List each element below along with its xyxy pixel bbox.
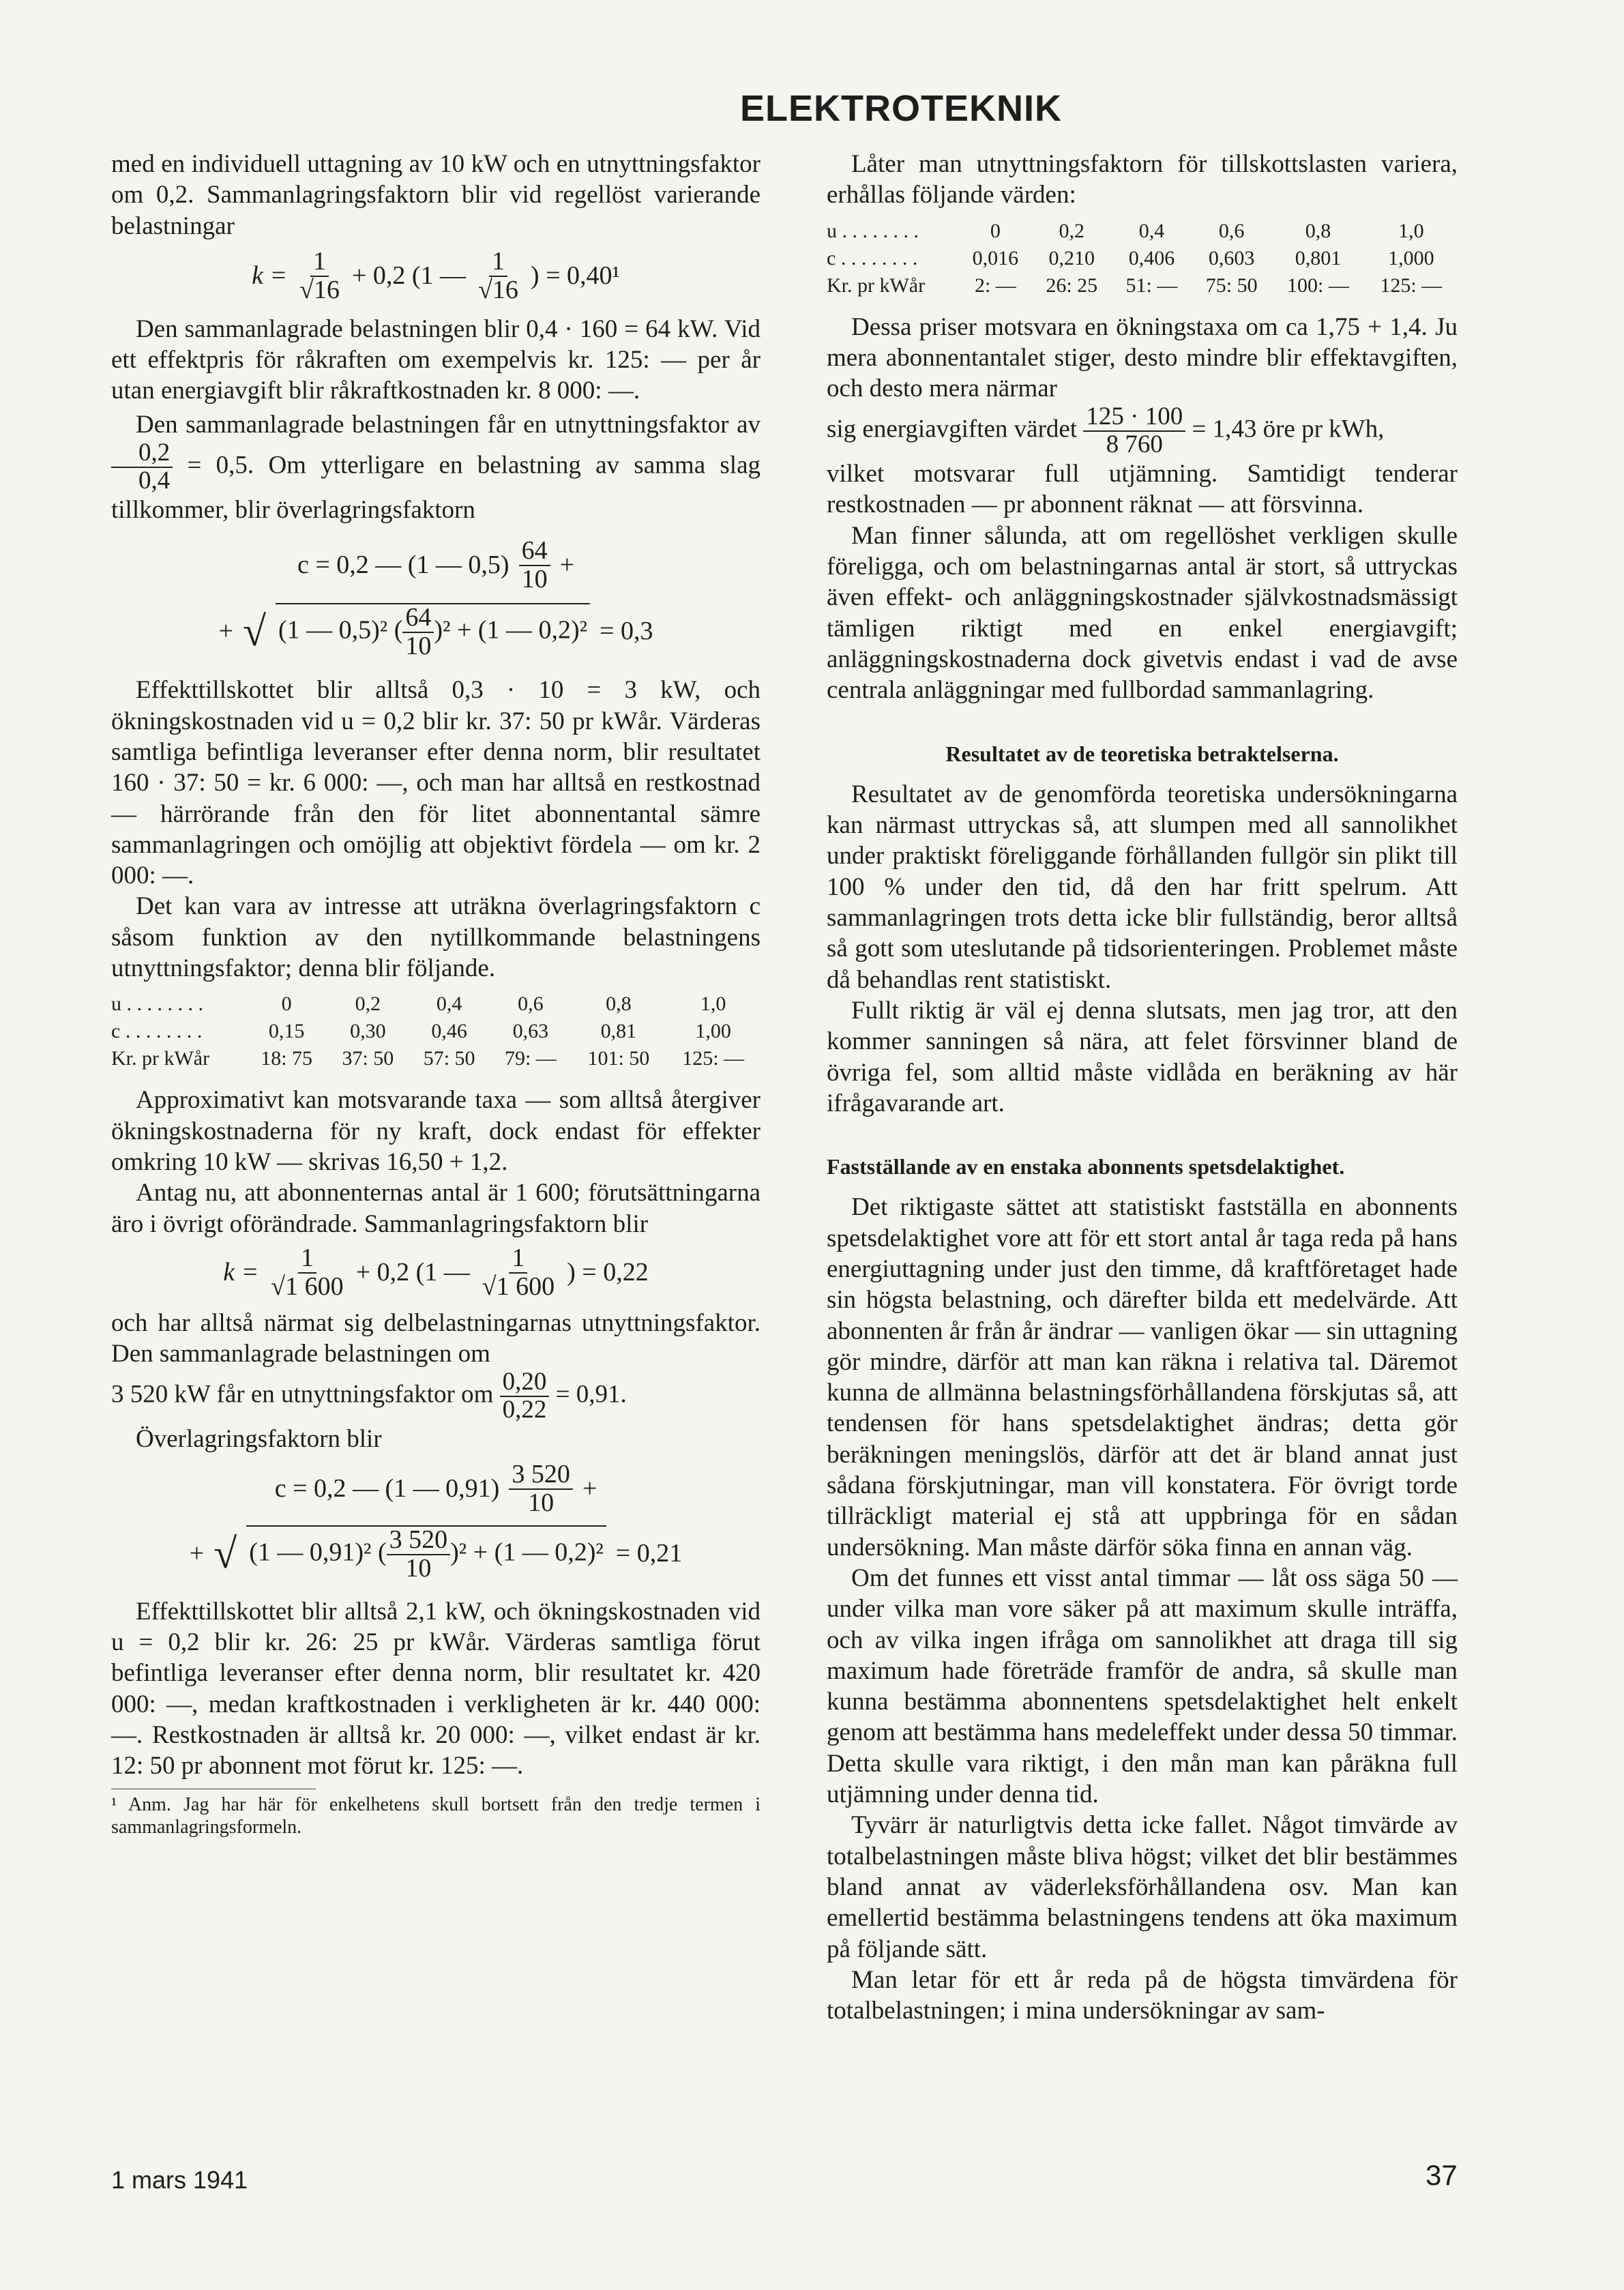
fraction: $\frac{125 \cdot 100}{8 760}$ [1083, 404, 1185, 458]
table-row: u . . . . . . . . 0 0,2 0,4 0,6 0,8 1,0 [111, 993, 726, 1016]
paragraph: Effekttillskottet blir alltså 2,1 kW, och ökningskostnaden vid u = 0,2 blir kr. 26: 25 pr kWår. Värderas samtliga förut befintliga leveranser efter denna norm, blir resultatet kr. 420 000: —, medan kraftkostnaden i verkligheten är kr. 440 000: —. Restkostnaden är alltså kr. 20 000: —, vilket endast är kr. 12: 50 pr abonnent mot förut kr. 125: —. [111, 1597, 761, 1780]
formula-k-1600: k = $\frac{1}{√1 600}$ + 0,2 (1 — $\frac{1}{√1 600}$ ) = 0,22 [223, 1243, 649, 1301]
paragraph: Man finner sålunda, att om regellöshet verkligen skulle föreligga, och om belastningarnas antal är stort, så uttryckas även effekt- och anläggningskostnader självkostnadsmässigt tämligen riktigt med en enkel energiavgift; anläggningskostnaderna dock givetvis endast i vad de avse centrala anläggningar med fullbordad sammanlagring. [827, 521, 1458, 705]
footnote: ¹ Anm. Jag har här för enkelhetens skull bortsett från den tredje termen i sammanlagringsformeln. [111, 1793, 761, 1838]
paragraph: Antag nu, att abonnenternas antal är 1 600; förutsättningarna äro i övrigt oförändrade. Sammanlagringsfaktorn blir [111, 1179, 761, 1238]
paragraph: Den sammanlagrade belastningen blir 0,4 · 160 = 64 kW. Vid ett effektpris för råkraften om exempelvis kr. 125: — per år utan energiavgift blir råkraftkostnaden kr. 8 000: —. [111, 314, 761, 405]
page-header: ELEKTROTEKNIK [740, 88, 1062, 129]
table-row: c . . . . . . . . 0,15 0,30 0,46 0,63 0,81 1,00 [111, 1020, 731, 1043]
paragraph: Det riktigaste sättet att statistiskt fastställa en abonnents spetsdelaktighet vore att för ett stort antal år taga reda på hans energiuttagning under just den timme, då kraftföretaget hade sin högsta belastning, och därefter bilda ett medelvärde. Att abonnenten år från år ändrar — vanligen ökar — sin uttagning gör mindre, därför att man kan räkna i relativa tal. Däremot kunna de allmänna belastningsförhållandena förskjutas så, att tendensen för hans spetsdelaktighet ändras; detta gör beräkningen meningslös, därför att det är bland annat just sådana förskjutningar, man vill konstatera. För övrigt torde tillräckligt material ej stå att uppbringa för en sådan undersökning. Man måste därför söka finna en annan väg. [827, 1193, 1458, 1561]
table-row: Kr. pr kWår 18: 75 37: 50 57: 50 79: — 101: 50 125: — [111, 1047, 745, 1070]
formula-c-2: + √ (1 — 0,5)² ( $\frac{64}{10}$ )² + (1 — 0,2)² = 0,3 [218, 602, 653, 660]
paragraph: Effekttillskottet blir alltså 0,3 · 10 = 3 kW, och ökningskostnaden vid u = 0,2 blir kr. 37: 50 pr kWår. Värderas samtliga befintliga leveranser efter denna norm, blir resultatet 160 · 37: 50 = kr. 6 000: —, och man har alltså en restkostnad — härrörande från den för litet abonnentantal sämre sammanlagringen och omöjlig att objektivt fördela — om kr. 2 000: —. [111, 676, 761, 890]
paragraph: 3 520 kW får en utnyttningsfaktor om $\frac{0,20}{0,22}$ = 0,91. [111, 1368, 627, 1424]
paragraph: Approximativt kan motsvarande taxa — som alltså återgiver ökningskostnaderna för ny kraft, dock endast för effekter omkring 10 kW — skrivas 16,50 + 1,2. [111, 1086, 761, 1176]
section-heading: Resultatet av de teoretiska betraktelserna. [945, 741, 1339, 766]
values-table-right [827, 218, 1458, 299]
issue-date: 1 mars 1941 [111, 2166, 248, 2194]
values-table-left [111, 990, 761, 1072]
paragraph: Man letar för ett år reda på de högsta timvärdena för totalbelastningen; i mina undersökningar av sam- [827, 1965, 1458, 2025]
paragraph: Resultatet av de genomförda teoretiska undersökningarna kan närmast uttryckas så, att slumpen med all sannolikhet under praktiskt föreliggande förhållanden fullgör sin plikt till 100 % under den tid, då den har fritt spelrum. Att sammanlagringen trots detta icke blir fullständig, beror alltså så gott som uteslutande på tidsorienteringen. Problemet måste då behandlas rent statistiskt. [827, 780, 1458, 994]
paragraph: Dessa priser motsvara en ökningstaxa om ca 1,75 + 1,4. Ju mera abonnentantalet stiger, desto mindre blir effektavgiften, och desto mera närmar [827, 312, 1458, 403]
table-row: c . . . . . . . . 0,016 0,210 0,406 0,603 0,801 1,000 [827, 246, 1434, 269]
paragraph: och har alltså närmat sig delbelastningarnas utnyttningsfaktor. Den sammanlagrade belastningen om [111, 1308, 761, 1368]
section-heading: Fastställande av en enstaka abonnents spetsdelaktighet. [827, 1154, 1345, 1179]
paragraph: Om det funnes ett visst antal timmar — låt oss säga 50 — under vilka man vore säker på att maximum skulle inträffa, och av vilka ingen ifråga om sannolikhet att draga till sig maximum hade företräde framför de andra, så skulle man kunna bestämma abonnentens spetsdelaktighet helt enkelt genom att bestämma hans medeleffekt under dessa 50 timmar. Detta skulle vara riktigt, i den mån man kan påräkna full utjämning under denna tid. [827, 1564, 1458, 1809]
fraction: $\frac{0,2}{0,4}$ [111, 440, 173, 495]
table-row: u . . . . . . . . 0 0,2 0,4 0,6 0,8 1,0 [827, 219, 1424, 242]
paragraph: med en individuell uttagning av 10 kW och en utnyttningsfaktor om 0,2. Sammanlagringsfaktorn blir vid regellöst varierande belastningar [111, 150, 761, 240]
paragraph: Tyvärr är naturligtvis detta icke fallet. Något timvärde av totalbelastningen måste bliva högst; vilket det blir bestämmes bland annat av väderleksförhållandena osv. Man kan emellertid bestämma belastningens tendens att öka maximum på följande sätt. [827, 1811, 1458, 1963]
paragraph: vilket motsvarar full utjämning. Samtidigt tenderar restkostnaden — pr abonnent räknat — att försvinna. [827, 460, 1458, 519]
paragraph: Överlagringsfaktorn blir [136, 1424, 382, 1453]
left-column [111, 149, 761, 1838]
paragraph: Låter man utnyttningsfaktorn för tillskottslasten variera, erhållas följande värden: [827, 150, 1458, 209]
table-row: Kr. pr kWår 2: — 26: 25 51: — 75: 50 100: — 125: — [827, 274, 1443, 297]
page-number: 37 [1426, 2159, 1458, 2191]
formula-c-1: c = 0,2 — (1 — 0,5) $\frac{64}{10}$ + [297, 535, 575, 593]
fraction: $\frac{0,20}{0,22}$ [500, 1369, 550, 1424]
right-column [827, 149, 1458, 2026]
paragraph: Fullt riktig är väl ej denna slutsats, men jag tror, att den kommer sanningen så nära, att felet försvinner bland de övriga fel, som alltid måste vidlåda en beräkning av här ifrågavarande art. [827, 996, 1458, 1117]
formula-k-16: k = $\frac{1}{√16}$ + 0,2 (1 — $\frac{1}{√16}$ ) = 0,40¹ [252, 246, 620, 304]
paragraph: sig energiavgiften värdet $\frac{125 \cdot 100}{8 760}$ = 1,43 öre pr kWh, [827, 402, 1385, 459]
formula-c-4: + √ (1 — 0,91)² ( $\frac{3 520}{10}$ )² + (1 — 0,2)² = 0,21 [189, 1525, 683, 1583]
paragraph: Det kan vara av intresse att uträkna överlagringsfaktorn c såsom funktion av den nytillkommande belastningens utnyttningsfaktor; denna blir följande. [111, 892, 761, 983]
formula-c-3: c = 0,2 — (1 — 0,91) $\frac{3 520}{10}$ + [274, 1460, 597, 1518]
paragraph: Den sammanlagrade belastningen får en utnyttningsfaktor av $\frac{0,2}{0,4}$ = 0,5. Om ytterligare en belastning av samma slag tillkommer, blir överlagringsfaktorn [111, 410, 761, 524]
